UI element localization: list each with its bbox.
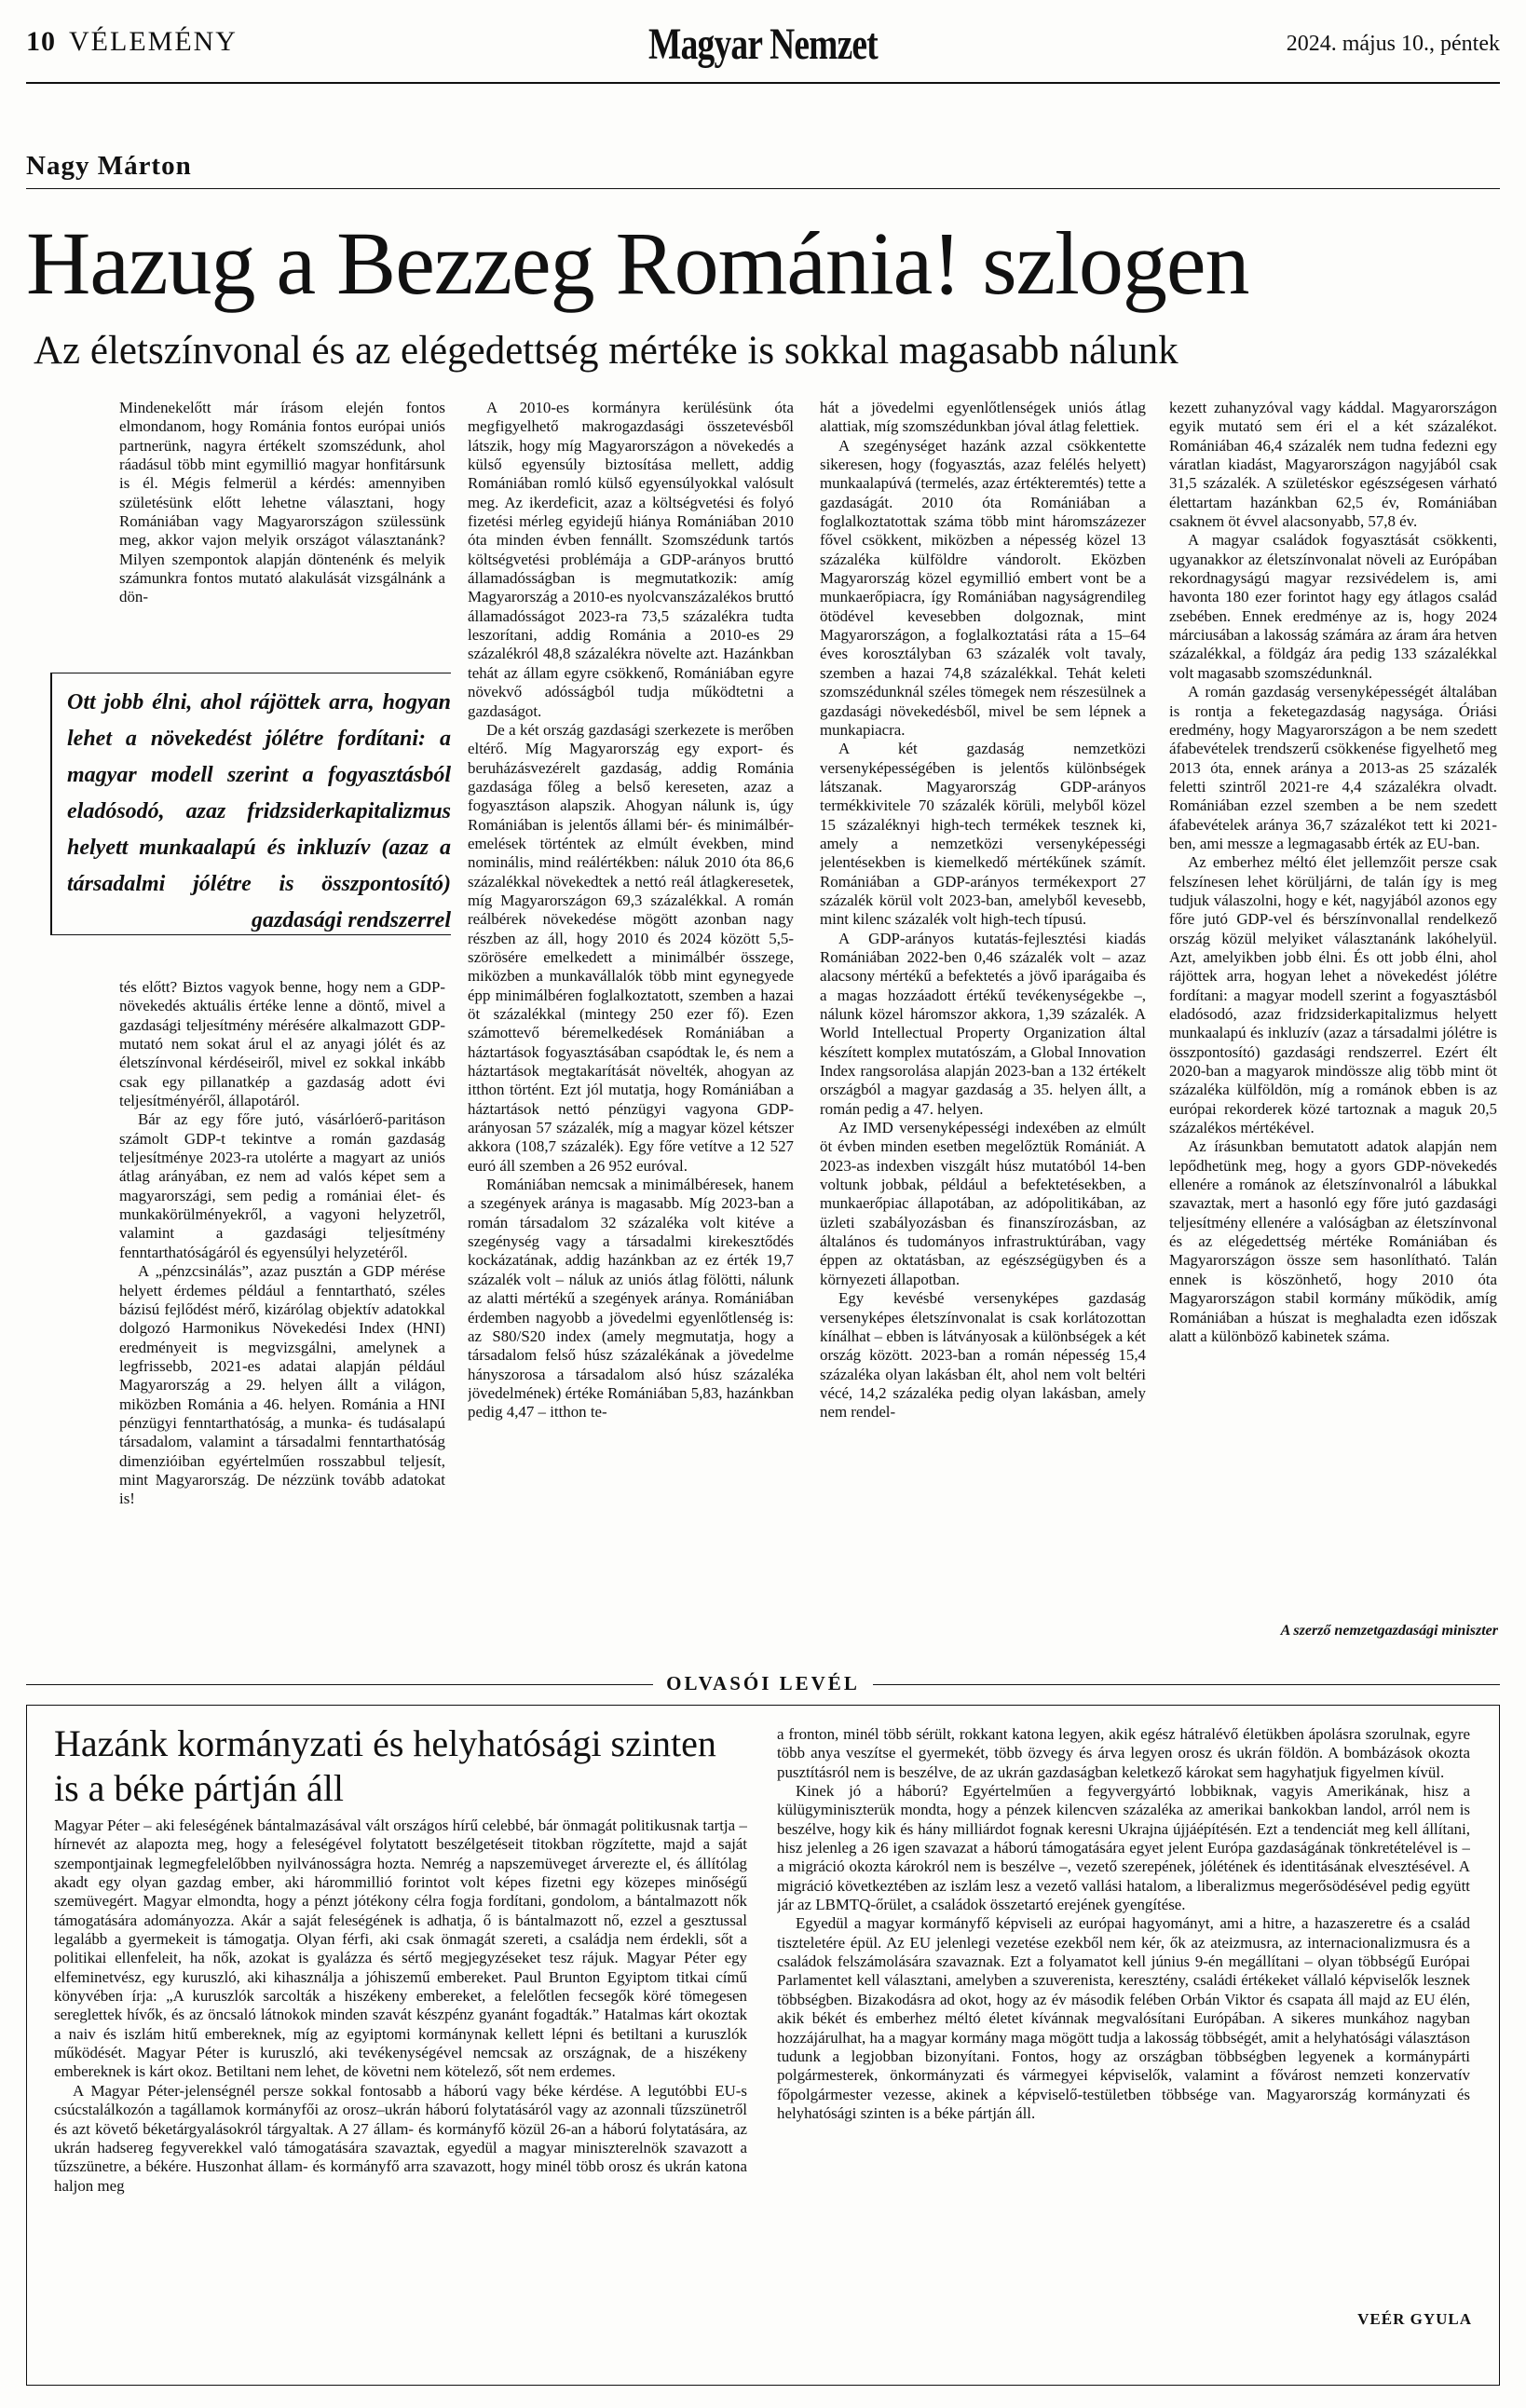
issue-date: 2024. május 10., péntek <box>1286 32 1500 56</box>
paragraph: A két gazdaság nemzetközi versenyképességében is jelentős különbségek látszanak. Magyarország GDP-arányos termékkivitele 70 százalék körüli, melyből közel 15 százaléknyi high-tech termékek tesznek ki, amely a nemzetközi versenyképességi jelentésekben is kiemelkedő mértékűnek számít. Romániában a GDP-arányos termékexport 27 százalék körül volt 2023-ban, amelyből kevesebb, mint kilenc százalék volt high-tech típusú. <box>820 740 1146 929</box>
pullquote: Ott jobb élni, ahol rájöttek arra, hogyan lehet a növekedést jólétre fordítani: a magyar modell szerint a fogyasztásból eladósodó, azaz fridzsiderkapitalizmus helyett munkaalapú és inkluzív (azaz a társadalmi jólétre is összpontosító) gazdasági rendszerrel <box>50 673 451 935</box>
page-header <box>26 19 1500 76</box>
paragraph: tés előtt? Biztos vagyok benne, hogy nem a GDP-növekedés aktuális értéke lenne a döntő, mivel a gazdasági teljesítmény mérésére alkalmazott GDP-mutató nem sokat árul el az anyagi jólét és az életszínvonal kérdéseiről, mivel ez sokkal inkább csak egy pillanatkép a gazdaság adott évi teljesítményéről, állapotáról. <box>119 978 445 1110</box>
letter-headline: Hazánk kormányzati és helyhatósági szinten is a béke pártján áll <box>54 1722 716 1809</box>
section-label: VÉLEMÉNY <box>69 26 238 57</box>
paragraph: Magyar Péter – aki feleségének bántalmazásával vált országos hírű celebbé, bár önmagát politikusnak tartja – hírnevét az alapozta meg, hogy a feleségével folytatott beszélgetéseit titokban rögzítette, majd a saját szempontjainak legmegfelelőbben nyilvánosságra hozta. Nemrég a napszemüveget árverezte el, és állítólag akadt egy olyan gazdag ember, aki hárommillió forintot volt képes fizetni egy közepes minőségű szemüvegért. Magyar elmondta, hogy a pénzt jótékony célra fogja fordítani, gondolom, a bántalmazott nők támogatására adományozza. Akár a saját feleségének is adhatja, ő is bántalmazott nő, ezzel a gesztussal legalább a gyermekeit is támogatja. Olyan férfi, aki csak önmagát szereti, a családja nem érdekli, sőt a politikai ellenfeleit, ha nők, azokat is gyalázza és sértő megjegyzéseket tesz rájuk. Magyar Péter egy elfeminetvész, egy kuruszló, aki kihasználja a jóhiszemű embereket. Paul Brunton Egyiptom titkai című könyvében írja: „A kuruszlók sarcolták a hiszékeny embereket, a felelőtlen fecsegők köré tömegesen sereglettek hívők, és az öncsaló látnokok minden szavát készpénz gyanánt fogadták.” Hatalmas kárt okoztak a naiv és iszlám hitű embereknek, míg az egyiptomi kormánynak kellett lépni és betiltani a kuruszlók működését. Magyar Péter is kuruszló, aki tevékenységével nemcsak az országnak, de a hiszékeny embereknek is kárt okoz. Betiltani nem lehet, de követni nem kötelező, sőt nem erdemes. <box>54 1816 747 2081</box>
author-rule <box>26 188 1500 189</box>
author-signature: A szerző nemzetgazdasági miniszter <box>1280 1623 1498 1639</box>
letter-column-2 <box>777 1725 1470 2298</box>
paragraph: Kinek jó a háború? Egyértelműen a fegyvergyártó lobbiknak, vagyis Amerikának, hisz a külügyminiszterük mondta, hogy a pénzek kilencven százaléka az amerikai bankokban landol, arról nem is beszélve, hogy kik és hány milliárdot fognak keresni Ukrajna újjáépítésén. Ezt a tendenciát meg kell állítani, hisz jelenleg a 26 igen szavazat a háború támogatására egyet jelent Európa gazdaságának tönkretételével is – a migráció okozta károkról nem is beszélve –, vezető szerepének, jólétének és identitásának elvesztésével. A migráció következtében az iszlám lesz a vezető vallási hatalom, a liberalizmus megerősödésével pedig együtt jár az LBMTQ-őrület, a családok összetartó erejének gyengítése. <box>777 1782 1470 1914</box>
paragraph: A magyar családok fogyasztását csökkenti, ugyanakkor az életszínvonalat növeli az Európában rekordnagyságú magyar rezsivédelem is, ami havonta 180 ezer forintot hagy egy átlagos család zsebében. Ennek eredménye az is, hogy 2024 márciusában a lakosság számára az áram ára hetven százalékkal, a földgáz ára pedig 133 százalékkal volt magasabb szomszédunknál. <box>1169 531 1497 682</box>
paragraph: A „pénzcsinálás”, azaz pusztán a GDP mérése helyett érdemes például a fenntartható, széles bázisú fejlődést mérő, kizárólag objektív adatokkal dolgozó Harmonikus Növekedési Index (HNI) eredményeit is megvizsgálni, amelynek a legfrissebb, 2021-es adatai alapján például Magyarország a 29. helyen állt a világon, miközben Románia a 46. helyen. Románia a HNI pénzügyi fenntarthatóság, a munka- és tudásalapú társadalom, valamint a társadalmi fenntarthatóság dimenzióiban egyértelműen rosszabbul teljesít, mint Magyarország. De nézzünk tovább adatokat is! <box>119 1262 445 1508</box>
paragraph: hát a jövedelmi egyenlőtlenségek uniós átlag alattiak, míg szomszédunkban jóval átlag felettiek. <box>820 399 1146 436</box>
letter-signature: VEÉR GYULA <box>1357 2310 1472 2328</box>
article-headline: Hazug a Bezzeg Románia! szlogen <box>26 213 1249 313</box>
page-number: 10 VÉLEMÉNY <box>26 26 238 57</box>
paragraph: Egyedül a magyar kormányfő képviseli az európai hagyományt, ami a hitre, a hazaszeretre és a család tiszteletére épül. Az EU jelenlegi vezetése ezekből nem kér, ők az ateizmusra, az internacionalizmusra és a családok felszámolására szavaznak. Ezt a folyamatot kell június 9-én megállítani – olyan többségű Európai Parlamentet kell választani, amelyben a szuverenista, keresztény, családi értékeket vállaló képviselők lesznek többségben. Bizakodásra ad okot, hogy az év második felében Orbán Viktor és csapata áll majd az EU élén, akik békét és emberhez méltó életet kívánnak megvalósítani Európában. A sikeres munkához nagyban hozzájárulhat, ha a magyar kormány maga mögött tudja a lakosság többségét, amit a helyhatósági választáson tudunk a legjobban bizonyítani. Fontos, hogy az országban többségben legyenek a kormánypárti polgármesterek, önkormányzati és vármegyei képviselők, valamint a fővárost nemzeti konzervatív főpolgármester vezesse, akinek a képviselő-testületben többsége van. Magyarország kormányzati és helyhatósági szinten is a béke pártján áll. <box>777 1914 1470 2122</box>
paragraph: Az írásunkban bemutatott adatok alapján nem lepődhetünk meg, hogy a gyors GDP-növekedés ellenére a románok az életszínvonalról a lábukkal szavaztak, mert a hasonló egy főre jutó gazdasági teljesítmény ellenére a valóságban az életszínvonal és az elégedettség mértéke Romániában és Magyarországon össze sem hasonlítható. Talán ennek is köszönhető, hogy 2010 óta Magyarországon stabil kormány működik, amíg Romániában a húszat is meghaladta ezen időszak alatt a különböző kabinetek száma. <box>1169 1137 1497 1345</box>
article-column-2 <box>468 399 794 1649</box>
paragraph: Az emberhez méltó élet jellemzőit persze csak felszínesen lehet körüljárni, de talán így is meg tudjuk válaszolni, hogy e két, nagyjából azonos egy főre jutó GDP-vel és bérszínvonallal rendelkező ország közül melyiket választanánk lakóhelyül. Azt, amelyikben jobb élni. És ott jobb élni, ahol rájöttek arra, hogyan lehet a növekedést jólétre fordítani: a magyar modell szerint a fogyasztásból eladósodó, azaz fridzsiderkapitalizmus helyett munkaalapú és inkluzív (azaz a társadalmi jólétre is összpontosító) gazdasági rendszerrel. Ezért élt 2020-ban a magyarok mindössze alig több mint öt százaléka külföldön, míg a románok ebben is az európai rekorderek közé tartoznak a maguk 20,5 százalékos mértékével. <box>1169 853 1497 1137</box>
header-rule <box>26 82 1500 84</box>
newspaper-logo: Magyar Nemzet <box>648 20 878 69</box>
article-subheadline: Az életszínvonal és az elégedettség mértéke is sokkal magasabb nálunk <box>34 329 1179 373</box>
letter-column-1 <box>54 1816 747 2352</box>
paragraph: a fronton, minél több sérült, rokkant katona legyen, akik egész hátralévő életükben ápolásra szorulnak, egyre több anya veszítse el gyermekét, több özvegy és árva legyen orosz és ukrán földön. A bombázások okozta pusztításról nem is beszélve, de az ukrán gazdaságban keletkező károkat sem hagyhatjuk figyelmen kívül. <box>777 1725 1470 1781</box>
paragraph: A GDP-arányos kutatás-fejlesztési kiadás Romániában 2022-ben 0,46 százalék volt – azaz alacsony mértékű a befektetés a jövő iparágaiba és a magas hozzáadott értékű tevékenységekbe –, nálunk közel háromszor akkora, 1,39 százalék. A World Intellectual Property Organization által készített komplex mutatószám, a Global Innovation Index rangsorolása alapján 2023-ban a 132 értékelt országból a magyar gazdaság a 35. helyen állt, a román pedig a 47. helyen. <box>820 929 1146 1118</box>
paragraph: Az IMD versenyképességi indexében az elmúlt öt évben minden esetben megelőztük Romániát. A 2023-as indexben viszgált húsz mutatóból 14-ben voltunk jobbak, például a befektetésekben, a munkaerőpiac állapotában, az adópolitikában, az üzleti szabályozásban és finanszírozásban, az általános és tudományos infrastruktúrában, vagy éppen az oktatásban, az egészségügyben és a környezeti állapotban. <box>820 1119 1146 1288</box>
paragraph: A román gazdaság versenyképességét általában is rontja a feketegazdaság nagysága. Óriási eredmény, hogy Magyarországon a be nem szedett áfabevételek trendszerű csökkenése figyelhető meg 2013 óta, ennek aránya a 2013-as 25 százalék feletti szintről 2021-re 4,4 százalékra olvadt. Romániában ezzel szemben a be nem szedett áfabevételek aránya 36,7 százalékot tett ki 2021-ben, ami messze a legmagasabb érték az EU-ban. <box>1169 683 1497 852</box>
paragraph: kezett zuhanyzóval vagy káddal. Magyarországon egyik mutató sem éri el a két százalékot. Romániában 46,4 százalék nem tudna fedezni egy váratlan kiadást, Magyarországon nagyjából csak 31,5 százalék. A születéskor egészségesen várható élettartam hazánkban 62,5 év, Romániában csaknem öt évvel alacsonyabb, 57,8 év. <box>1169 399 1497 531</box>
paragraph: Romániában nemcsak a minimálbéresek, hanem a szegények aránya is magasabb. Míg 2023-ban a román társadalom 32 százaléka volt kitéve a szegénység vagy a társadalmi kirekesztődés kockázatának, addig hazánkban az ez érték 19,7 százalék volt – náluk az uniós átlag fölötti, nálunk az alatti mértékű a szegények aránya. Romániában érdemben nagyobb a jövedelmi egyenlőtlenség is: az S80/S20 index (amely megmutatja, hogy a társadalom felső húsz százalékának a jövedelme hányszorosa a társadalom alsó húsz százaléka jövedelmének) értéke Romániában 5,83, hazánkban pedig 4,47 – itthon te- <box>468 1176 794 1422</box>
paragraph: A 2010-es kormányra kerülésünk óta megfigyelhető makrogazdasági összetevésből látszik, hogy míg Magyarországon a növekedés a külső egyensúly biztosítása mellett, addig Romániában romló külső egyensúlyokkal valósult meg. Az ikerdeficit, azaz a költségvetési és folyó fizetési mérleg egyidejű hiánya Romániában 2010 óta minden évben fennállt. Szomszédunk tartós költségvetési problémája a GDP-arányos bruttó államadósságban is megmutatkozik: amíg Magyarország a 2010-es nyolcvanszázalékos bruttó államadósságot 2023-ra 73,5 százalékra tudta leszorítani, addig Románia a 2010-es 29 százalékról 48,8 százalékra növelte azt. Hazánkban tehát az állam egyre csökkenő, Romániában egyre növekvő adósságból tudja működtetni a gazdaságot. <box>468 399 794 720</box>
paragraph: A szegénységet hazánk azzal csökkentette sikeresen, hogy (fogyasztás, azaz felélés helyett) munkaalapúvá (termelés, azaz értékteremtés) tette a gazdaságát. 2010 óta Romániában a foglalkoztatottak száma több mint háromszázezer fővel csökkent, miközben a népesség közel 13 százaléka külföldre vándorolt. Eközben Magyarország közel egymillió embert vont be a munkaerőpiacra, így Romániában nagyságrendileg ötödével kevesebben dolgoznak, mint Magyarországon, a foglalkoztatási ráta a 15–64 éves korosztályban 63 százalék volt tavaly, szemben a hazai 74,8 százalékkal. Tehát keleti szomszédunknál széles tömegek nem részesülnek a gazdasági növekedésből, mivel be sem lépnek a munkapiacra. <box>820 436 1146 739</box>
letter-kicker: OLVASÓI LEVÉL <box>0 1672 1526 1695</box>
paragraph: A Magyar Péter-jelenségnél persze sokkal fontosabb a háború vagy béke kérdése. A legutóbbi EU-s csúcstalálkozón a tagállamok kormányfői az orosz–ukrán háború folytatásáról vagy az azonnali tűzszünetről és azt követő béketárgyalásokról tárgyaltak. A 27 állam- és kormányfő közül 26-an a háború folytatására, az ukrán hadsereg fegyverekkel való támogatására szavaztak, egyedül a magyar miniszterelnök szavazott a tűzszünetre, a békére. Huszonhat állam- és kormányfő arra szavazott, hogy minél több orosz és ukrán katona haljon meg <box>54 2081 747 2195</box>
paragraph: Bár az egy főre jutó, vásárlóerő-paritáson számolt GDP-t tekintve a román gazdaság teljesítménye 2023-ra utolérte a magyart az uniós átlag arányában, ez nem ad valós képet sem a magyarországi, sem pedig a romániai élet- és munkakörülményekről, a vagyoni helyzetről, valamint a gazdasági teljesítmény fenntarthatóságáról és egyensúlyi helyzetéről. <box>119 1110 445 1261</box>
article-column-1-bottom <box>119 978 445 1649</box>
article-author: Nagy Márton <box>26 151 192 181</box>
article-column-3 <box>820 399 1146 1649</box>
paragraph: De a két ország gazdasági szerkezete is merőben eltérő. Míg Magyarország egy export- és beruházásvezérelt gazdaság, addig Románia gazdasága főleg a belső kereseten, azaz a fogyasztáson alapszik. Ahogyan nálunk is, úgy Romániában is jelentős állami bér- és minimálbér-emelések történtek az elmúlt években, mind nominális, mind reálértékben: náluk 2010 óta 86,6 százalékkal növekedtek a nettó reál átlagkeresetek, míg Magyarországon 69,3 százalékkal. A román reálbérek növekedése mögött azonban nagy részben az áll, hogy 2010 és 2024 között 5,5-szörösére emelkedett a minimálbér összege, miközben a munkavállalók több mint egynegyede épp minimálbéren foglalkoztatott, szemben a hazai öt százalékkal (mintegy 250 ezer fő). Ezen számottevő béremelkedések Romániában a háztartások fogyasztásában csapódtak le, és nem a háztartások megtakarítását növelték, ahogyan az itthon történt. Ezt jól mutatja, hogy Romániában a háztartások nettó pénzügyi vagyona GDP-arányosan 57 százalék, míg a magyar közel kétszer akkora (108,7 százalék). Egy főre vetítve a 12 527 euró áll szemben a 26 952 euróval. <box>468 720 794 1175</box>
article-column-1-top <box>119 399 445 632</box>
paragraph: Egy kevésbé versenyképes gazdaság versenyképes életszínvonalat is csak korlátozottan kínálhat – ebben is látványosak a különbségek a két ország között. 2023-ban a román népesség 15,4 százaléka olyan lakásban élt, ahol nem volt beltéri vécé, 14,2 százaléka pedig olyan lakásban, amely nem rendel- <box>820 1289 1146 1422</box>
article-column-4 <box>1169 399 1497 1649</box>
paragraph: Mindenekelőtt már írásom elején fontos elmondanom, hogy Románia fontos európai uniós partnerünk, nagyra értékelt szomszédunk, ahol ráadásul több mint egymillió magyar honfitársunk is él. Mégis felmerül a kérdés: amennyiben születésünk előtt lehetne választani, hogy Romániában vagy Magyarországon szülessünk meg, akkor vajon melyik országot választanánk? Milyen szempontok alapján döntenénk és melyik számunkra fontos mutató alakulását vizsgálnánk a dön- <box>119 399 445 606</box>
